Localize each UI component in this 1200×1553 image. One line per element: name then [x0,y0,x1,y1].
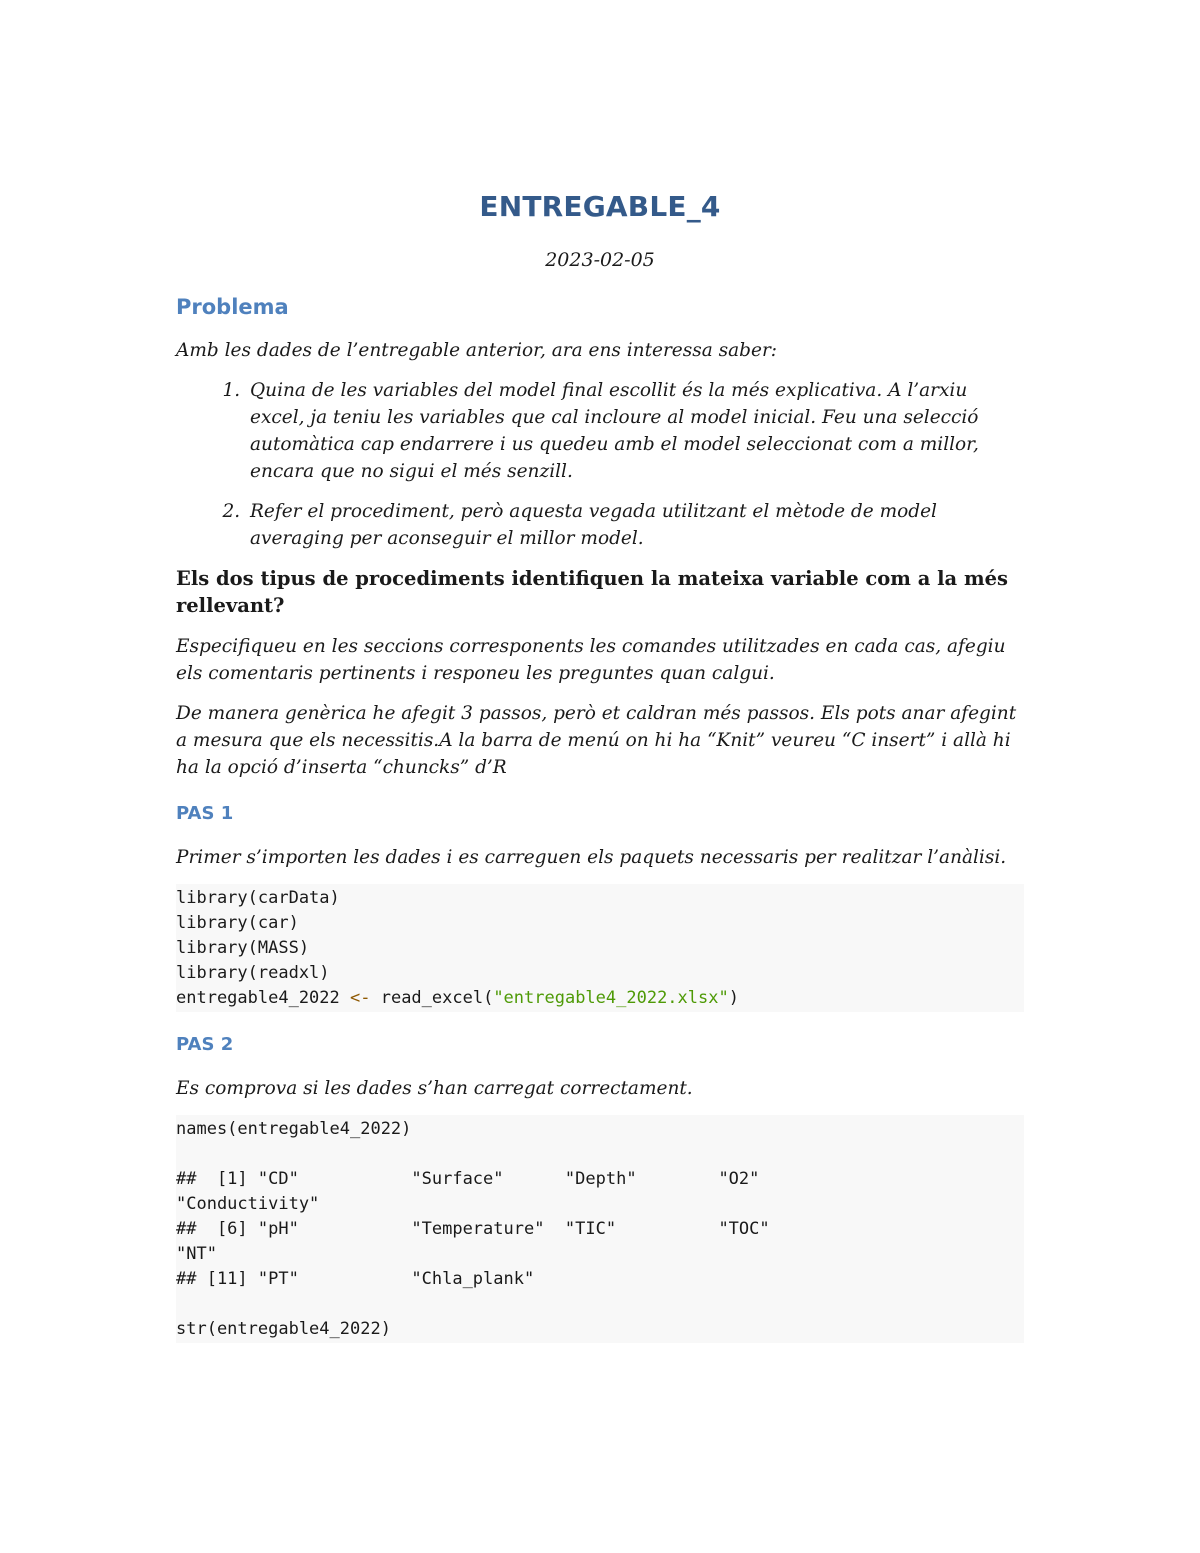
document-title: ENTREGABLE_4 [479,190,721,223]
output-line: "NT" [176,1244,217,1264]
output-line: ## [6] "pH" "Temperature" "TIC" "TOC" [176,1219,770,1239]
code-string: "entregable4_2022.xlsx" [493,988,729,1008]
code-paren: ) [728,988,739,1008]
output-line: "Conductivity" [176,1194,320,1214]
output-line: ## [11] "PT" "Chla_plank" [176,1269,535,1289]
code-line [176,986,1024,1011]
step-heading-pas-1: PAS 1 [176,803,234,824]
step-2-text: Es comprova si les dades s’han carregat correctament. [176,1078,693,1099]
code-function: read_excel( [370,988,494,1008]
step-1-text: Primer s’importen les dades i es carreguen els paquets necessaris per realitzar l’anàlisi. [176,847,1007,868]
list-item: 2. Refer el procediment, però aquesta vegada utilitzant el mètode de model averaging per aconseguir el millor model. [246,498,1024,552]
section-heading-problema: Problema [176,295,289,319]
question-heading: Els dos tipus de procediments identifiquen la mateixa variable com a la més rellevant? [176,567,1008,617]
code-line: library(MASS) [176,938,310,958]
code-block-libraries [176,884,1024,1012]
code-block-check [176,1115,1024,1343]
code-line: str(entregable4_2022) [176,1319,391,1339]
code-line: library(car) [176,913,299,933]
output-line: ## [1] "CD" "Surface" "Depth" "O2" [176,1169,760,1189]
code-assign-operator: <- [350,988,371,1008]
code-variable: entregable4_2022 [176,988,350,1008]
code-line: library(carData) [176,888,340,908]
instructions-paragraph: Especifiqueu en les seccions corresponents les comandes utilitzades en cada cas, afegiu els comentaris pertinents i responeu les preguntes quan calgui. [176,636,1006,684]
document-body [176,190,1024,1353]
code-line: names(entregable4_2022) [176,1119,412,1139]
code-line: library(readxl) [176,963,330,983]
document-date: 2023-02-05 [545,249,655,271]
steps-paragraph: De manera genèrica he afegit 3 passos, però et caldran més passos. Els pots anar afegint a mesura que els necessitis.A la barra de menú on hi ha “Knit” veureu “C insert” i allà hi ha la opció d’inserta “chuncks” d’R [176,703,1017,778]
step-heading-pas-2: PAS 2 [176,1034,234,1055]
intro-paragraph: Amb les dades de l’entregable anterior, ara ens interessa saber: [176,340,778,361]
list-item: 1. Quina de les variables del model final escollit és la més explicativa. A l’arxiu excel, ja teniu les variables que cal incloure al model inicial. Feu una selecció automàtica cap endarrere i us quedeu amb el model seleccionat com a millor, encara que no sigui el més senzill. [246,377,1024,485]
question-list [176,377,1024,552]
